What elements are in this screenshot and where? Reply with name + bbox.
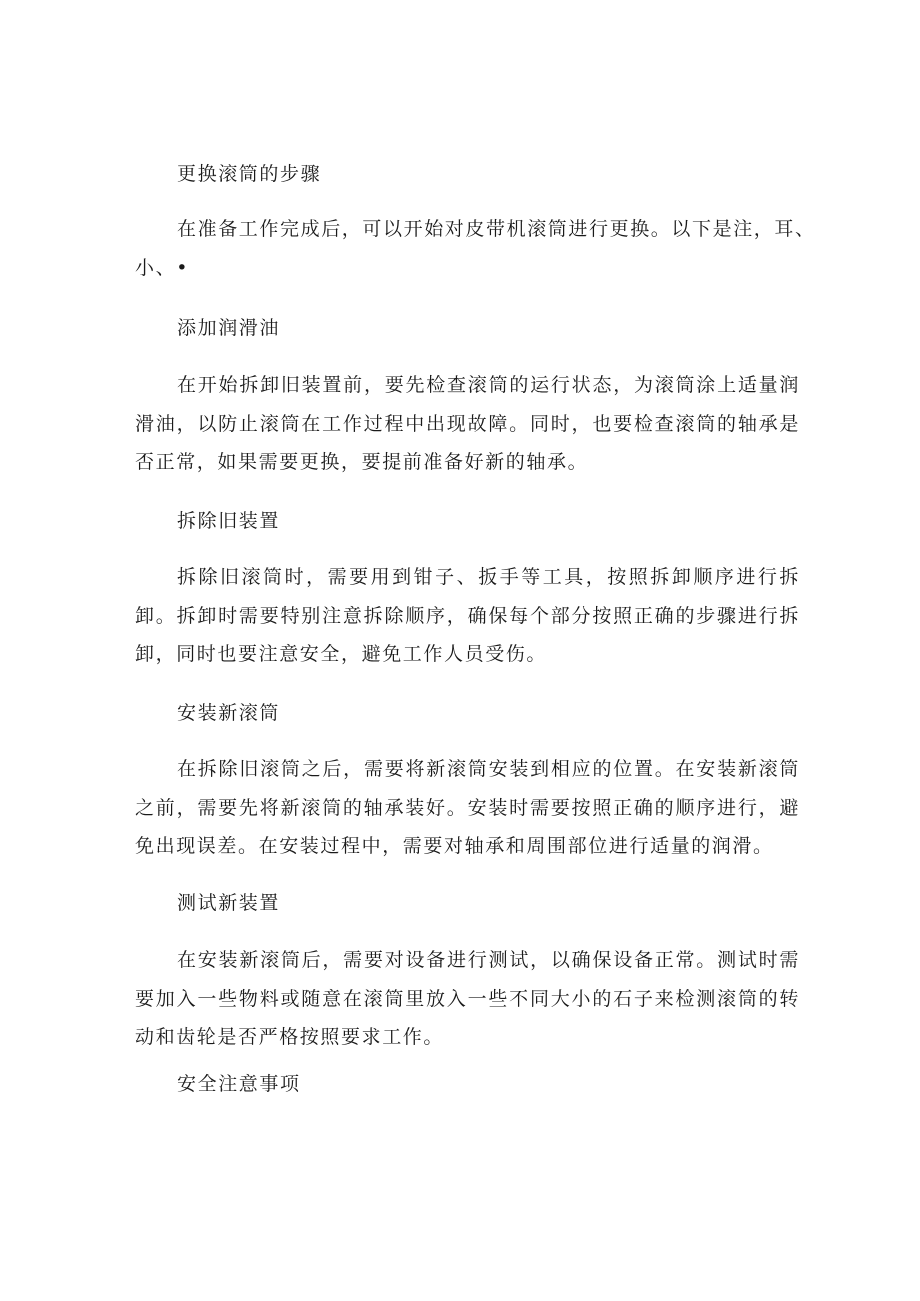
intro-line-2: 小、• — [135, 256, 190, 279]
heading-add-lubricant: 添加润滑油 — [177, 317, 281, 339]
heading-remove-old-device: 拆除旧装置 — [177, 510, 281, 532]
heading-install-new-roller: 安装新滚筒 — [177, 702, 281, 724]
paragraph-test-new-device: 在安装新滚筒后，需要对设备进行测试，以确保设备正常。测试时需要加入一些物料或随意在滚筒里放入一些不同大小的石子来检测滚筒的转动和齿轮是否严格按照要求工作。 — [135, 949, 800, 1048]
heading-replace-steps: 更换滚筒的步骤 — [177, 163, 322, 185]
heading-safety-notes: 安全注意事项 — [177, 1073, 301, 1095]
intro-line-1: 在准备工作完成后，可以开始对皮带机滚筒进行更换。以下是注，耳、 — [177, 218, 816, 240]
paragraph-remove-old-device: 拆除旧滚筒时，需要用到钳子、扳手等工具，按照拆卸顺序进行拆卸。拆卸时需要特别注意拆除顺序，确保每个部分按照正确的步骤进行拆卸，同时也要注意安全，避免工作人员受伤。 — [135, 566, 800, 665]
heading-test-new-device: 测试新装置 — [177, 892, 281, 914]
paragraph-install-new-roller: 在拆除旧滚筒之后，需要将新滚筒安装到相应的位置。在安装新滚筒之前，需要先将新滚筒的轴承装好。安装时需要按照正确的顺序进行，避免出现误差。在安装过程中，需要对轴承和周围部位进行适量的润滑。 — [135, 758, 800, 857]
paragraph-add-lubricant: 在开始拆卸旧装置前，要先检查滚筒的运行状态，为滚筒涂上适量润滑油，以防止滚筒在工作过程中出现故障。同时，也要检查滚筒的轴承是否正常，如果需要更换，要提前准备好新的轴承。 — [135, 374, 800, 473]
intro-paragraph — [135, 210, 816, 287]
